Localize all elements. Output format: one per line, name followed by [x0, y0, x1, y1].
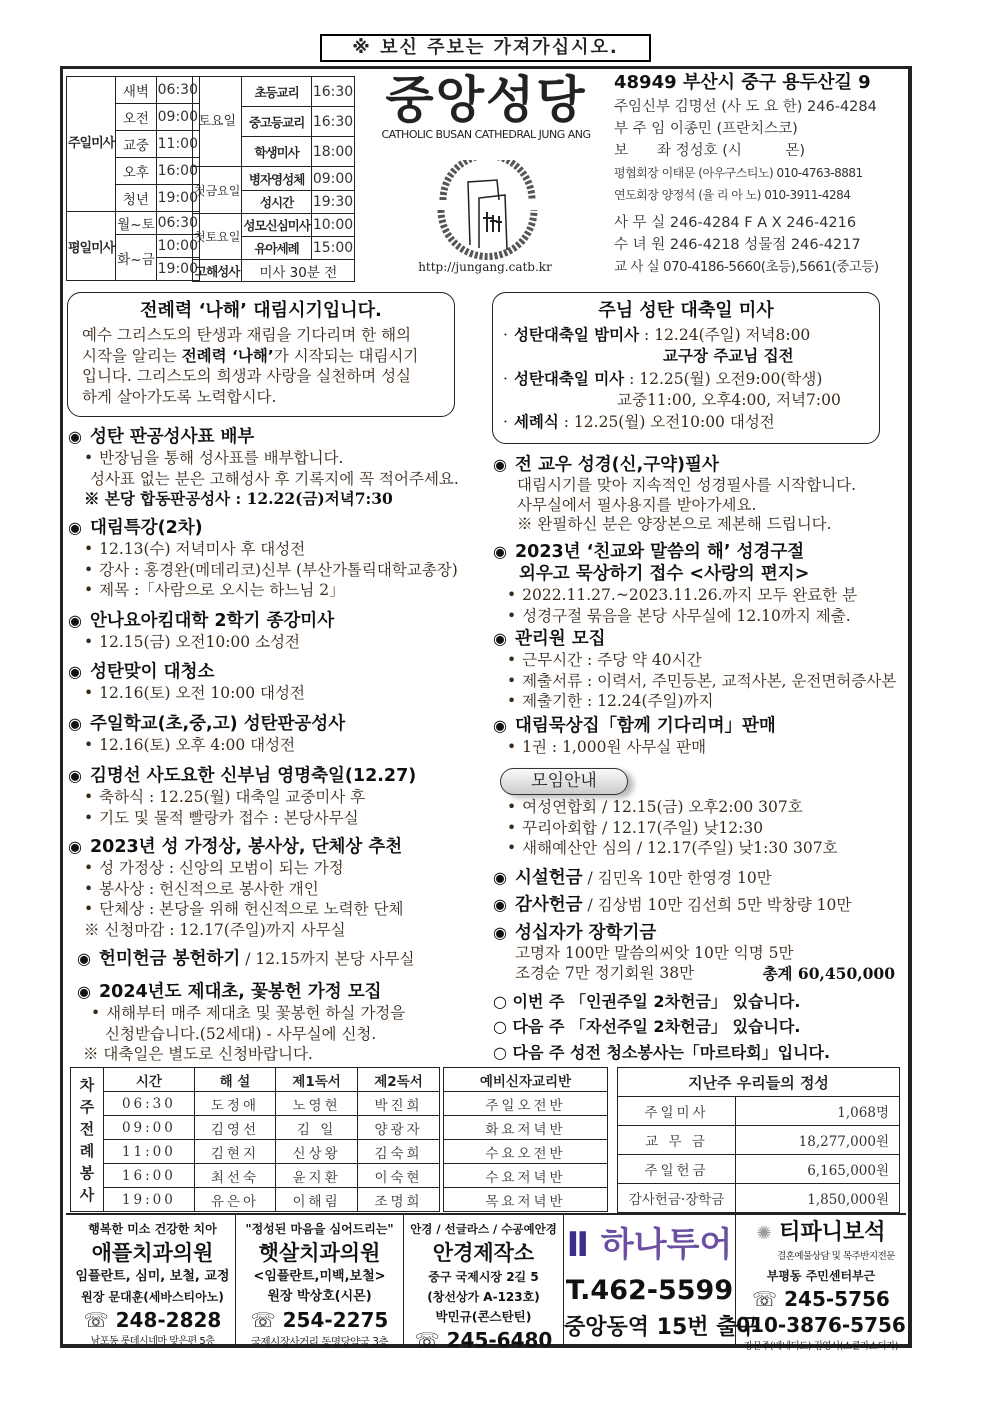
church-logo-title: 중앙성당 [385, 71, 587, 129]
section-confession-ticket: ◉ 성탄 판공성사표 배부 • 반장님을 통해 성사표를 배부합니다. 성사표 없는 분은 고해성사 후 기록지에 꼭 적어주세요. ※ 본당 합동판공성사 : 12.22(금)저녁7:30 [68, 427, 459, 508]
bullet-target-icon: ◉ [493, 629, 507, 648]
meeting-item: 새해예산안 심의 / 12.17(주일) 낮1:30 307호 [522, 839, 838, 857]
ad-name: 햇살치과의원 [258, 1241, 381, 1265]
mass-time: 교중11:00, 오후4:00, 저녁7:00 [617, 390, 841, 409]
section-title: 시설헌금 [514, 868, 583, 888]
notice-line [82, 346, 440, 367]
confession-value: 미사 30분 전 [242, 260, 355, 282]
section-line: ※ 본당 합동판공성사 : 12.22(금)저녁7:30 [84, 489, 393, 508]
bullet-target-icon: ◉ [68, 766, 82, 785]
church-address: 48949 부산시 중구 용두산길 9 [614, 72, 871, 93]
cell: 18,277,000원 [736, 1126, 900, 1155]
section-title: 성탄맞이 대청소 [89, 662, 215, 682]
ad-phone: ☏ 245-6480 [414, 1328, 553, 1352]
section-rice-offering [77, 948, 414, 970]
cell: 김영선 [194, 1116, 275, 1140]
section-meditation-book: ◉ 대림묵상집「함께 기다리며」판매 • 1권 : 1,000원 사무실 판매 [493, 716, 776, 756]
staff-line: 연도회장 양정석 (율 리 아 노) 010-3911-4284 [614, 188, 851, 202]
section-title: 2023년 성 가정상, 봉사상, 단체상 추천 [89, 837, 403, 857]
section-line: 12.13(수) 저녁미사 후 대성전 [99, 540, 306, 558]
section-scholarship-fund [493, 922, 895, 983]
column-header: 예비신자교리반 [444, 1068, 608, 1092]
bullet-target-icon: ◉ [68, 611, 82, 630]
christmas-mass-box: 주님 성탄 대축일 미사 · 성탄대축일 밤미사 : 12.24(주일) 저녁8:00 교구장 주교님 집전 · 성탄대축일 미사 : 12.25(월) 오전9:00(학생) 교중11:00, 오후4:00, 저녁7:00 · 세례식 : 12.25(월) 오전10:00 대성전 [492, 292, 880, 444]
cell: 도정애 [194, 1092, 275, 1116]
ad-haetsal-dental[interactable] [235, 1215, 403, 1348]
section-title: 헌미헌금 봉헌하기 [98, 949, 241, 969]
mass-label: 성탄대축일 밤미사 [513, 326, 640, 344]
section-line: 반장님을 통해 성사표를 배부합니다. [99, 449, 344, 467]
bullet-target-icon: ◉ [77, 982, 91, 1001]
section-line: 성 가정상 : 신앙의 모범이 되는 가정 [99, 859, 344, 877]
section-line: 봉사상 : 헌신적으로 봉사한 개인 [99, 879, 319, 898]
ad-tagline: "정성된 마음을 심어드리는" [245, 1222, 394, 1236]
ad-line: (창선상가 A-123호) [427, 1290, 540, 1304]
advent-notice-title: 전례력 ‘나해’ 대림시기입니다. [140, 300, 382, 321]
mass-time: 06:30 [156, 212, 199, 235]
cell: 수요오전반 [444, 1140, 608, 1164]
cell: 이해림 [276, 1188, 358, 1212]
ad-line: 강문주(베네딕도) 김영식(스콜라스티카) [743, 1341, 899, 1352]
cell: 이숙현 [358, 1164, 440, 1188]
section-line: 12.16(토) 오후 4:00 대성전 [99, 736, 296, 754]
ad-apple-dental[interactable] [70, 1215, 235, 1345]
cell: 19:00 [104, 1188, 195, 1212]
ad-phone: ☏ 248-2828 [83, 1308, 222, 1332]
table-row [71, 1164, 440, 1188]
mass-name: 교중 [116, 131, 156, 158]
ad-line: 원장 문대훈(세바스티아노) [81, 1290, 224, 1304]
notice-item: ○ 다음 주 성전 청소봉사는「마르타회」입니다. [493, 1043, 831, 1062]
cell: 1,850,000원 [736, 1184, 900, 1213]
cell: 감사헌금·장학금 [618, 1184, 736, 1213]
office-phone: 사 무 실 246-4284 F A X 246-4216 [614, 215, 857, 231]
mass-time: 09:00 [156, 104, 199, 131]
section-line: 2022.11.27.~2023.11.26.까지 모두 완료한 분 [522, 586, 858, 604]
section-line: 조경순 7만 정기회원 38만 [515, 963, 695, 982]
section-line: ※ 완필하신 분은 양장본으로 제본해 드립니다. [517, 515, 832, 533]
text: 시작을 알리는 [82, 346, 182, 365]
section-line: ※ 대축일은 별도로 신청바랍니다. [83, 1045, 313, 1063]
cell: 교 무 금 [618, 1126, 736, 1155]
advent-notice-box [67, 292, 455, 417]
section-title: 대림특강(2차) [89, 518, 203, 538]
mass-time: : 12.25(월) 오전10:00 대성전 [558, 413, 775, 431]
section-line: 근무시간 : 주당 약 40시간 [522, 651, 702, 669]
section-cleaning: ◉ 성탄맞이 대청소 • 12.16(토) 오전 10:00 대성전 [68, 662, 305, 702]
section-line: 강사 : 홍경완(메데리코)신부 (부산가톨릭대학교총장) [99, 560, 458, 579]
bullet-target-icon: ◉ [68, 837, 82, 856]
meetings-label: 모임안내 [500, 768, 628, 795]
cell: 1,068명 [736, 1097, 900, 1126]
staff-line: 주임신부 김명선 (사 도 요 한) 246-4284 [614, 99, 877, 115]
mass-name: 새벽 [116, 77, 156, 104]
ad-line: 원장 박상호(시몬) [267, 1289, 372, 1304]
section-bible-verses: ◉ 2023년 ‘친교와 말씀의 해’ 성경구절 외우고 묵상하기 접수 <사랑의 편지> • 2022.11.27.~2023.11.26.까지 모두 완료한 분 • 성경구절 묶음을 본당 사무실에 12.10까지 제출. [493, 542, 858, 625]
mass-time: 16:00 [156, 158, 199, 185]
liturgy-service-table [70, 1067, 440, 1212]
bullet-target-icon: ◉ [68, 714, 82, 733]
bullet-target-icon: ◉ [493, 716, 507, 735]
ad-glasses-workshop[interactable] [403, 1215, 563, 1352]
section-line: 새해부터 매주 제대초 및 꽃봉헌 하실 가정을 [106, 1004, 406, 1022]
confession-label: 고해성사 [193, 260, 242, 282]
bullet-target-icon: ◉ [493, 455, 507, 474]
section-line: 1권 : 1,000원 사무실 판매 [522, 738, 707, 756]
notice-item: ○ 이번 주 「인권주일 2차헌금」 있습니다. [493, 992, 801, 1011]
section-title: 성십자가 장학기금 [514, 923, 657, 943]
bullet-target-icon: ◉ [68, 662, 82, 681]
bullet-target-icon: ◉ [77, 949, 91, 968]
event-name: 성모신심미사 [242, 214, 311, 237]
cell: 최선숙 [194, 1164, 275, 1188]
sunday-mass-label: 주일미사 [67, 77, 116, 212]
section-awards: ◉ 2023년 성 가정상, 봉사상, 단체상 추천 • 성 가정상 : 신앙의 모범이 되는 가정 • 봉사상 : 헌신적으로 봉사한 개인 • 단체상 : 본당을 위해 헌신적으로 노력한 단체 ※ 신청마감 : 12.17(주일)까지 사무실 [68, 837, 404, 939]
ad-phone: ☏ 245-5756 [752, 1287, 890, 1311]
mass-time: 19:00 [156, 185, 199, 212]
church-contact-info [614, 70, 909, 278]
liturgy-service-label: 차주전례봉사 [71, 1068, 104, 1212]
event-time: 19:30 [311, 191, 354, 214]
column-header: 제2독서 [358, 1068, 440, 1092]
cell: 주일오전반 [444, 1092, 608, 1116]
table-row [71, 1092, 440, 1116]
cell: 주일헌금 [618, 1155, 736, 1184]
event-time: 18:00 [311, 137, 354, 167]
section-line: 12.16(토) 오전 10:00 대성전 [99, 684, 305, 702]
mass-label: 성탄대축일 미사 [513, 370, 625, 388]
section-title: 관리원 모집 [514, 629, 606, 649]
text: 가 시작되는 대림시기 [273, 346, 419, 365]
bullet-target-icon: ◉ [68, 518, 82, 537]
take-bulletin-notice: ※ 보신 주보는 가져가십시오. [320, 34, 651, 62]
event-name: 초등교리 [242, 77, 311, 107]
section-sunday-school: ◉ 주일학교(초,중,고) 성탄판공성사 • 12.16(토) 오후 4:00 대성전 [68, 714, 346, 754]
weekly-notices [493, 992, 830, 1063]
staff-line: 평협회장 이태문 (아우구스티노) 010-4763-8881 [614, 166, 863, 180]
cell: 09:00 [104, 1116, 195, 1140]
section-line: 성사표 없는 분은 고해성사 후 기록지에 꼭 적어주세요. [90, 469, 459, 488]
section-thanks-offering [493, 894, 851, 916]
offering-summary-table [617, 1067, 900, 1213]
table-row [71, 1116, 440, 1140]
convent-phone: 수 녀 원 246-4218 성물점 246-4217 [614, 237, 861, 253]
cell: 유은아 [194, 1188, 275, 1212]
event-time: 16:30 [311, 77, 354, 107]
section-caretaker-hiring: ◉ 관리원 모집 • 근무시간 : 주당 약 40시간 • 제출서류 : 이력서, 주민등본, 교적사본, 운전면허증사본 • 제출기한 : 12.24(주일)까지 [493, 629, 897, 710]
mass-name: 오후 [116, 158, 156, 185]
weekday-mass-label: 평일미사 [67, 212, 116, 281]
church-logo-subtitle: CATHOLIC BUSAN CATHEDRAL JUNG ANG [381, 128, 591, 141]
section-title: 전 교우 성경(신,구약)필사 [514, 455, 719, 475]
staff-line: 보 좌 정성호 (시 몬) [614, 143, 806, 159]
ad-tagline: 안경 / 선글라스 / 수공예안경 [410, 1222, 557, 1236]
cell: 김숙희 [358, 1140, 440, 1164]
ad-line: 박민규(콘스탄틴) [435, 1309, 532, 1324]
event-time: 09:00 [311, 167, 354, 191]
section-title: 2024년도 제대초, 꽃봉헌 가정 모집 [98, 982, 382, 1002]
section-title: 대림묵상집「함께 기다리며」판매 [514, 716, 776, 736]
event-time: 15:00 [311, 237, 354, 260]
bullet-target-icon: ◉ [493, 895, 507, 914]
diamond-icon: ✺ [756, 1223, 772, 1244]
ad-line: 부평동 주민센터부근 [766, 1269, 876, 1283]
cell: 수요저녁반 [444, 1164, 608, 1188]
section-title: 김명선 사도요한 신부님 영명축일(12.27) [89, 766, 417, 786]
notice-line: 하게 살아가도록 노력합시다. [82, 387, 277, 406]
first-saturday-label: 첫토요일 [193, 214, 242, 260]
cell: 노영현 [276, 1092, 358, 1116]
mass-name: 화~금 [116, 235, 156, 281]
cell: 박진희 [358, 1092, 440, 1116]
mass-time: 19:00 [156, 258, 199, 281]
column-header: 제1독서 [276, 1068, 358, 1092]
christmas-mass-title: 주님 성탄 대축일 미사 [598, 300, 774, 321]
column-header: 지난주 우리들의 정성 [618, 1068, 900, 1097]
mass-name: 청년 [116, 185, 156, 212]
section-detail: / 12.15까지 본당 사무실 [240, 950, 415, 968]
scholarship-total: 총계 60,450,000 [762, 963, 895, 983]
ad-line: 남포동 롯데시네마 맞은편 5층 [90, 1336, 215, 1347]
notice-item: ○ 다음 주 「자선주일 2차헌금」 있습니다. [493, 1017, 801, 1036]
section-facility-offering [493, 867, 772, 889]
section-title: 감사헌금 [514, 895, 583, 915]
section-detail: / 김민옥 10만 한영경 10만 [582, 869, 772, 887]
section-line: 성경구절 묶음을 본당 사무실에 12.10까지 제출. [522, 606, 851, 625]
section-line: 사무실에서 필사용지를 받아가세요. [517, 495, 757, 514]
event-name: 유아세례 [242, 237, 311, 260]
section-line: 12.15(금) 오전10:00 소성전 [99, 633, 300, 651]
meeting-item: 여성연합회 / 12.15(금) 오후2:00 307호 [522, 798, 803, 816]
section-line: 단체상 : 본당을 위해 헌신적으로 노력한 단체 [99, 900, 404, 918]
section-feast-day: ◉ 김명선 사도요한 신부님 영명축일(12.27) • 축하식 : 12.25(월) 대축일 교중미사 후 • 기도 및 물적 빨랑카 접수 : 본당사무실 [68, 766, 417, 827]
section-title: 2023년 ‘친교와 말씀의 해’ 성경구절 [514, 542, 805, 562]
staff-line: 부 주 임 이종민 (프란치스코) [614, 121, 798, 137]
church-seal-icon [435, 160, 540, 260]
cell: 06:30 [104, 1092, 195, 1116]
section-title: 안나요아킴대학 2학기 종강미사 [89, 611, 335, 631]
cell: 양광자 [358, 1116, 440, 1140]
table-row [71, 1188, 440, 1212]
section-line: ※ 신청마감 : 12.17(주일)까지 사무실 [84, 920, 346, 939]
ad-phone: T.462-5599 [565, 1275, 734, 1306]
ad-name: 애플치과의원 [91, 1241, 214, 1265]
mass-time: : 12.24(주일) 저녁8:00 [639, 326, 811, 344]
ad-tiffany-jewelry[interactable] [735, 1215, 906, 1352]
text-bold: 전례력 ‘나해’ [181, 346, 274, 365]
event-name: 학생미사 [242, 137, 311, 167]
mass-time: 10:00 [156, 235, 199, 258]
event-name: 병자영성체 [242, 167, 311, 191]
column-header: 시간 [104, 1068, 195, 1092]
section-altar-candles: ◉ 2024년도 제대초, 꽃봉헌 가정 모집 • 새해부터 매주 제대초 및 꽃봉헌 하실 가정을 신청받습니다.(52세대) - 사무실에 신청. ※ 대축일은 별도로 신청바랍니다. [77, 982, 406, 1063]
mass-celebrant: 교구장 주교님 집전 [663, 346, 794, 365]
mass-time: 11:00 [156, 131, 199, 158]
cell: 11:00 [104, 1140, 195, 1164]
ad-phone: ☏ 254-2275 [250, 1308, 389, 1332]
section-line: 축하식 : 12.25(월) 대축일 교중미사 후 [99, 788, 366, 806]
notice-line: 입니다. 그리스도의 희생과 사랑을 실천하며 성실 [82, 367, 412, 385]
cell: 조명희 [358, 1188, 440, 1212]
first-friday-label: 첫금요일 [193, 167, 242, 214]
saturday-label: 토요일 [193, 77, 242, 167]
cell: 김 일 [276, 1116, 358, 1140]
section-detail: / 김상범 10만 김선희 5만 박창량 10만 [582, 896, 852, 914]
event-time: 10:00 [311, 214, 354, 237]
special-schedule-table [192, 76, 355, 282]
ad-line: 중구 국제시장 2길 5 [428, 1270, 539, 1284]
cell: 목요저녁반 [444, 1188, 608, 1212]
bullet-target-icon: ◉ [493, 868, 507, 887]
ad-line: 결혼예물상담 및 목주반지전문 [777, 1251, 895, 1262]
bullet-target-icon: ◉ [493, 542, 507, 561]
ad-name: 하나투어 [600, 1225, 733, 1265]
teachers-phone: 교 사 실 070-4186-5660(초등),5661(중고등) [614, 259, 879, 275]
section-line: 제출기한 : 12.24(주일)까지 [522, 692, 714, 710]
column-header: 해 설 [194, 1068, 275, 1092]
section-anna-joachim: ◉ 안나요아킴대학 2학기 종강미사 • 12.15(금) 오전10:00 소성전 [68, 611, 335, 651]
event-name: 중고등교리 [242, 107, 311, 137]
hanatour-logo-icon: Ⅱ [566, 1225, 590, 1265]
cell: 윤지환 [276, 1164, 358, 1188]
section-line: 고명자 100만 말씀의씨앗 10만 익명 5만 [515, 944, 794, 962]
ad-hanatour[interactable] [563, 1215, 759, 1345]
ad-tagline: 행복한 미소 건강한 치아 [88, 1222, 217, 1236]
section-bible-copying [493, 454, 856, 535]
ad-name: 안경제작소 [432, 1241, 535, 1265]
bullet-target-icon: ◉ [493, 923, 507, 942]
table-row [71, 1140, 440, 1164]
bullet-target-icon: ◉ [68, 427, 82, 446]
cell: 16:00 [104, 1164, 195, 1188]
ad-phone: 010-3876-5756 [736, 1313, 906, 1337]
section-title: 주일학교(초,중,고) 성탄판공성사 [89, 714, 346, 734]
section-advent-lecture: ◉ 대림특강(2차) • 12.13(수) 저녁미사 후 대성전 • 강사 : 홍경완(메데리코)신부 (부산가톨릭대학교총장) • 제목 :「사람으로 오시는 하느님 2」 [68, 518, 458, 599]
mass-time: 06:30 [156, 77, 199, 104]
mass-schedule-table [66, 76, 200, 281]
cell: 김현지 [194, 1140, 275, 1164]
meetings-list: • 여성연합회 / 12.15(금) 오후2:00 307호 • 꾸리아회합 / 12.17(주일) 낮12:30 • 새해예산안 심의 / 12.17(주일) 낮1:30 307호 [507, 798, 838, 857]
event-time: 16:30 [311, 107, 354, 137]
section-line: 신청받습니다.(52세대) - 사무실에 신청. [105, 1024, 377, 1043]
ad-line: <임플란트,미백,보철> [253, 1269, 386, 1284]
cell: 6,165,000원 [736, 1155, 900, 1184]
meeting-item: 꾸리아회합 / 12.17(주일) 낮12:30 [522, 818, 764, 837]
ad-name: 티파니보석 [779, 1220, 886, 1245]
ad-line: 임플란트, 심미, 보철, 교정 [75, 1269, 230, 1284]
cell: 화요저녁반 [444, 1116, 608, 1140]
mass-time: : 12.25(월) 오전9:00(학생) [624, 370, 823, 388]
section-line: 기도 및 물적 빨랑카 접수 : 본당사무실 [99, 808, 359, 827]
church-website-link[interactable]: http://jungang.catb.kr [418, 260, 552, 274]
mass-label: 세례식 [513, 413, 559, 431]
cell: 주일미사 [618, 1097, 736, 1126]
section-title: 성탄 판공성사표 배부 [89, 427, 255, 447]
catechumen-class-table [443, 1067, 608, 1212]
mass-name: 월~토 [116, 212, 156, 235]
event-name: 성시간 [242, 191, 311, 214]
cell: 신상왕 [276, 1140, 358, 1164]
ad-line: 국제시장사거리 동명당약국 3층 [250, 1336, 389, 1348]
section-title: 외우고 묵상하기 접수 <사랑의 편지> [519, 564, 810, 584]
section-line: 제목 :「사람으로 오시는 하느님 2」 [99, 581, 345, 599]
section-line: 대림시기를 맞아 지속적인 성경필사를 시작합니다. [517, 476, 857, 494]
section-line: 제출서류 : 이력서, 주민등본, 교적사본, 운전면허증사본 [522, 671, 897, 690]
mass-name: 오전 [116, 104, 156, 131]
notice-line: 예수 그리스도의 탄생과 재림을 기다리며 한 해의 [82, 326, 412, 344]
ad-line: 중앙동역 15번 출구 [564, 1315, 759, 1340]
